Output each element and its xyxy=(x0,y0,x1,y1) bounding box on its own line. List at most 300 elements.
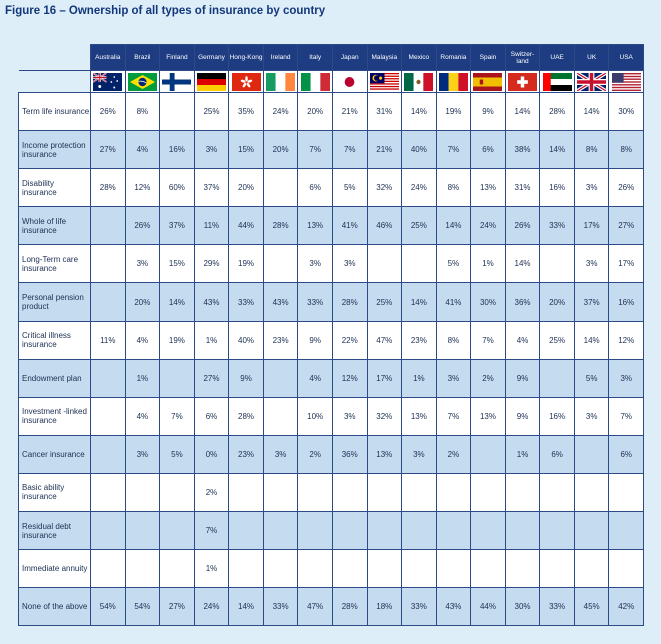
cell-uae: 16% xyxy=(540,169,575,207)
italy-flag xyxy=(301,73,330,91)
row-label: Immediate annuity xyxy=(19,550,91,588)
cell-finland: 19% xyxy=(160,321,195,359)
flag-cell-finland xyxy=(160,71,195,93)
cell-uk: 45% xyxy=(574,588,609,626)
cell-brazil: 4% xyxy=(125,397,160,435)
cell-uae: 33% xyxy=(540,588,575,626)
flag-cell-switzer-land xyxy=(505,71,540,93)
cell-usa: 26% xyxy=(609,169,644,207)
row-label: Endowment plan xyxy=(19,359,91,397)
cell-italy: 4% xyxy=(298,359,333,397)
cell-switzer-land: 36% xyxy=(505,283,540,321)
cell-uk: 14% xyxy=(574,321,609,359)
cell-spain: 30% xyxy=(471,283,506,321)
cell-japan: 28% xyxy=(332,588,367,626)
column-header-germany: Germany xyxy=(194,45,229,71)
cell-ireland xyxy=(263,169,298,207)
column-header-uae: UAE xyxy=(540,45,575,71)
row-label: Residual debt insurance xyxy=(19,512,91,550)
cell-germany: 25% xyxy=(194,93,229,131)
row-label: None of the above xyxy=(19,588,91,626)
cell-finland xyxy=(160,93,195,131)
cell-spain xyxy=(471,435,506,473)
column-header-finland: Finland xyxy=(160,45,195,71)
table-row xyxy=(19,435,644,473)
cell-romania: 14% xyxy=(436,207,471,245)
cell-uk: 8% xyxy=(574,131,609,169)
column-header-usa: USA xyxy=(609,45,644,71)
flag-cell-usa xyxy=(609,71,644,93)
column-header-switzer-land: Switzer-land xyxy=(505,45,540,71)
cell-italy: 33% xyxy=(298,283,333,321)
column-header-romania: Romania xyxy=(436,45,471,71)
cell-romania: 8% xyxy=(436,321,471,359)
cell-malaysia xyxy=(367,473,402,511)
cell-usa xyxy=(609,473,644,511)
table-row xyxy=(19,207,644,245)
cell-germany: 0% xyxy=(194,435,229,473)
flag-row xyxy=(19,71,644,93)
cell-malaysia xyxy=(367,245,402,283)
flag-cell-malaysia xyxy=(367,71,402,93)
cell-italy: 3% xyxy=(298,245,333,283)
cell-malaysia: 21% xyxy=(367,131,402,169)
cell-usa: 3% xyxy=(609,359,644,397)
cell-germany: 27% xyxy=(194,359,229,397)
spain-flag xyxy=(473,73,502,91)
row-label: Personal pension product xyxy=(19,283,91,321)
cell-mexico: 13% xyxy=(402,397,437,435)
cell-switzer-land: 1% xyxy=(505,435,540,473)
cell-switzer-land: 30% xyxy=(505,588,540,626)
cell-japan: 28% xyxy=(332,283,367,321)
row-label: Critical illness insurance xyxy=(19,321,91,359)
cell-finland xyxy=(160,512,195,550)
germany-flag xyxy=(197,73,226,91)
malaysia-flag xyxy=(370,73,399,91)
cell-romania: 3% xyxy=(436,359,471,397)
cell-usa: 42% xyxy=(609,588,644,626)
cell-ireland: 43% xyxy=(263,283,298,321)
cell-malaysia: 31% xyxy=(367,93,402,131)
flag-cell-hong-kong xyxy=(229,71,264,93)
cell-italy xyxy=(298,550,333,588)
cell-uk: 37% xyxy=(574,283,609,321)
cell-japan: 3% xyxy=(332,245,367,283)
ireland-flag xyxy=(266,73,295,91)
cell-mexico: 33% xyxy=(402,588,437,626)
cell-malaysia: 18% xyxy=(367,588,402,626)
row-label: Cancer insurance xyxy=(19,435,91,473)
row-label: Investment -linked insurance xyxy=(19,397,91,435)
cell-germany: 2% xyxy=(194,473,229,511)
cell-japan xyxy=(332,473,367,511)
cell-germany: 37% xyxy=(194,169,229,207)
cell-germany: 29% xyxy=(194,245,229,283)
cell-uk: 3% xyxy=(574,169,609,207)
cell-uae: 14% xyxy=(540,131,575,169)
cell-switzer-land xyxy=(505,473,540,511)
cell-romania: 7% xyxy=(436,397,471,435)
cell-japan: 5% xyxy=(332,169,367,207)
cell-hong-kong: 28% xyxy=(229,397,264,435)
cell-uk xyxy=(574,550,609,588)
flag-cell-mexico xyxy=(402,71,437,93)
cell-finland: 7% xyxy=(160,397,195,435)
cell-australia xyxy=(91,359,126,397)
flag-cell-brazil xyxy=(125,71,160,93)
cell-uae: 28% xyxy=(540,93,575,131)
cell-italy xyxy=(298,473,333,511)
cell-germany: 1% xyxy=(194,321,229,359)
header-corner xyxy=(19,45,91,71)
cell-mexico xyxy=(402,550,437,588)
cell-uae xyxy=(540,550,575,588)
cell-brazil: 12% xyxy=(125,169,160,207)
column-header-brazil: Brazil xyxy=(125,45,160,71)
flag-cell-spain xyxy=(471,71,506,93)
cell-brazil: 54% xyxy=(125,588,160,626)
cell-finland: 60% xyxy=(160,169,195,207)
cell-italy: 6% xyxy=(298,169,333,207)
cell-romania: 5% xyxy=(436,245,471,283)
cell-usa: 6% xyxy=(609,435,644,473)
australia-flag xyxy=(93,73,122,91)
cell-australia: 26% xyxy=(91,93,126,131)
cell-brazil: 3% xyxy=(125,245,160,283)
column-header-uk: UK xyxy=(574,45,609,71)
column-header-italy: Italy xyxy=(298,45,333,71)
cell-ireland xyxy=(263,245,298,283)
cell-malaysia xyxy=(367,512,402,550)
cell-romania xyxy=(436,550,471,588)
cell-malaysia: 47% xyxy=(367,321,402,359)
cell-japan: 22% xyxy=(332,321,367,359)
cell-uae xyxy=(540,359,575,397)
cell-hong-kong xyxy=(229,512,264,550)
cell-spain: 1% xyxy=(471,245,506,283)
cell-ireland xyxy=(263,397,298,435)
cell-romania: 43% xyxy=(436,588,471,626)
cell-romania: 8% xyxy=(436,169,471,207)
cell-australia xyxy=(91,283,126,321)
row-label: Term life insurance xyxy=(19,93,91,131)
cell-mexico: 25% xyxy=(402,207,437,245)
cell-japan: 21% xyxy=(332,93,367,131)
cell-hong-kong: 15% xyxy=(229,131,264,169)
cell-germany: 7% xyxy=(194,512,229,550)
cell-hong-kong: 33% xyxy=(229,283,264,321)
cell-usa: 7% xyxy=(609,397,644,435)
cell-uae: 16% xyxy=(540,397,575,435)
cell-finland xyxy=(160,473,195,511)
cell-malaysia: 17% xyxy=(367,359,402,397)
row-label: Basic ability insurance xyxy=(19,473,91,511)
cell-switzer-land: 9% xyxy=(505,397,540,435)
cell-germany: 24% xyxy=(194,588,229,626)
table-row xyxy=(19,550,644,588)
table-row xyxy=(19,473,644,511)
cell-romania xyxy=(436,473,471,511)
cell-germany: 11% xyxy=(194,207,229,245)
cell-ireland xyxy=(263,512,298,550)
hong-kong-flag xyxy=(232,73,261,91)
cell-finland: 37% xyxy=(160,207,195,245)
cell-australia: 27% xyxy=(91,131,126,169)
brazil-flag xyxy=(128,73,157,91)
cell-uae: 25% xyxy=(540,321,575,359)
cell-spain: 7% xyxy=(471,321,506,359)
cell-malaysia xyxy=(367,550,402,588)
cell-hong-kong: 19% xyxy=(229,245,264,283)
cell-spain: 2% xyxy=(471,359,506,397)
cell-australia xyxy=(91,512,126,550)
usa-flag xyxy=(612,73,641,91)
country-header-row xyxy=(19,45,644,71)
cell-switzer-land: 38% xyxy=(505,131,540,169)
cell-australia xyxy=(91,397,126,435)
row-label: Income protection insurance xyxy=(19,131,91,169)
cell-brazil: 1% xyxy=(125,359,160,397)
mexico-flag xyxy=(404,73,433,91)
cell-switzer-land xyxy=(505,512,540,550)
japan-flag xyxy=(335,73,364,91)
cell-brazil xyxy=(125,550,160,588)
cell-uae: 20% xyxy=(540,283,575,321)
cell-usa: 12% xyxy=(609,321,644,359)
cell-hong-kong: 23% xyxy=(229,435,264,473)
cell-finland: 14% xyxy=(160,283,195,321)
cell-japan xyxy=(332,512,367,550)
cell-romania: 2% xyxy=(436,435,471,473)
flag-cell-ireland xyxy=(263,71,298,93)
cell-ireland: 23% xyxy=(263,321,298,359)
cell-germany: 3% xyxy=(194,131,229,169)
cell-uk: 17% xyxy=(574,207,609,245)
cell-uae xyxy=(540,473,575,511)
table-row xyxy=(19,131,644,169)
cell-usa: 17% xyxy=(609,245,644,283)
cell-switzer-land: 9% xyxy=(505,359,540,397)
cell-italy: 7% xyxy=(298,131,333,169)
column-header-ireland: Ireland xyxy=(263,45,298,71)
cell-switzer-land: 14% xyxy=(505,245,540,283)
cell-mexico: 23% xyxy=(402,321,437,359)
cell-finland xyxy=(160,359,195,397)
row-label: Whole of life insurance xyxy=(19,207,91,245)
cell-italy xyxy=(298,512,333,550)
uae-flag xyxy=(543,73,572,91)
cell-brazil: 4% xyxy=(125,321,160,359)
cell-switzer-land: 4% xyxy=(505,321,540,359)
cell-romania xyxy=(436,512,471,550)
cell-uae xyxy=(540,512,575,550)
cell-australia xyxy=(91,435,126,473)
column-header-spain: Spain xyxy=(471,45,506,71)
cell-hong-kong: 9% xyxy=(229,359,264,397)
cell-uk xyxy=(574,512,609,550)
cell-brazil: 3% xyxy=(125,435,160,473)
table-row xyxy=(19,93,644,131)
cell-uk: 14% xyxy=(574,93,609,131)
cell-switzer-land: 14% xyxy=(505,93,540,131)
cell-spain xyxy=(471,550,506,588)
cell-uk: 3% xyxy=(574,397,609,435)
cell-italy: 20% xyxy=(298,93,333,131)
cell-finland: 15% xyxy=(160,245,195,283)
table-row xyxy=(19,359,644,397)
cell-usa: 8% xyxy=(609,131,644,169)
cell-ireland: 24% xyxy=(263,93,298,131)
cell-usa: 27% xyxy=(609,207,644,245)
table-row xyxy=(19,512,644,550)
cell-italy: 9% xyxy=(298,321,333,359)
row-label: Long-Term care insurance xyxy=(19,245,91,283)
cell-japan xyxy=(332,550,367,588)
cell-spain: 24% xyxy=(471,207,506,245)
cell-spain: 13% xyxy=(471,169,506,207)
flag-cell-italy xyxy=(298,71,333,93)
cell-switzer-land xyxy=(505,550,540,588)
table-row xyxy=(19,397,644,435)
cell-mexico xyxy=(402,512,437,550)
row-label: Disability insurance xyxy=(19,169,91,207)
cell-ireland xyxy=(263,473,298,511)
cell-australia xyxy=(91,473,126,511)
column-header-japan: Japan xyxy=(332,45,367,71)
cell-spain: 9% xyxy=(471,93,506,131)
cell-hong-kong: 44% xyxy=(229,207,264,245)
cell-germany: 43% xyxy=(194,283,229,321)
cell-brazil xyxy=(125,473,160,511)
cell-uae: 33% xyxy=(540,207,575,245)
cell-ireland xyxy=(263,359,298,397)
cell-italy: 47% xyxy=(298,588,333,626)
cell-mexico: 1% xyxy=(402,359,437,397)
cell-hong-kong: 35% xyxy=(229,93,264,131)
cell-usa: 16% xyxy=(609,283,644,321)
cell-germany: 1% xyxy=(194,550,229,588)
cell-malaysia: 32% xyxy=(367,397,402,435)
cell-switzer-land: 26% xyxy=(505,207,540,245)
column-header-mexico: Mexico xyxy=(402,45,437,71)
cell-usa xyxy=(609,512,644,550)
cell-australia xyxy=(91,245,126,283)
cell-australia: 28% xyxy=(91,169,126,207)
cell-australia: 11% xyxy=(91,321,126,359)
cell-brazil: 4% xyxy=(125,131,160,169)
cell-spain: 6% xyxy=(471,131,506,169)
cell-hong-kong: 20% xyxy=(229,169,264,207)
cell-malaysia: 25% xyxy=(367,283,402,321)
cell-mexico xyxy=(402,473,437,511)
cell-japan: 12% xyxy=(332,359,367,397)
cell-germany: 6% xyxy=(194,397,229,435)
column-header-hong-kong: Hong-Kong xyxy=(229,45,264,71)
cell-japan: 36% xyxy=(332,435,367,473)
flag-cell-germany xyxy=(194,71,229,93)
cell-mexico: 14% xyxy=(402,93,437,131)
cell-finland: 27% xyxy=(160,588,195,626)
cell-ireland xyxy=(263,550,298,588)
cell-uae: 6% xyxy=(540,435,575,473)
cell-spain: 13% xyxy=(471,397,506,435)
switzerland-flag xyxy=(508,73,537,91)
cell-japan: 41% xyxy=(332,207,367,245)
cell-australia xyxy=(91,207,126,245)
cell-malaysia: 13% xyxy=(367,435,402,473)
cell-mexico: 14% xyxy=(402,283,437,321)
cell-usa: 30% xyxy=(609,93,644,131)
cell-hong-kong xyxy=(229,550,264,588)
cell-mexico: 3% xyxy=(402,435,437,473)
cell-finland xyxy=(160,550,195,588)
cell-italy: 2% xyxy=(298,435,333,473)
flag-cell-australia xyxy=(91,71,126,93)
column-header-australia: Australia xyxy=(91,45,126,71)
cell-romania: 19% xyxy=(436,93,471,131)
cell-mexico: 24% xyxy=(402,169,437,207)
cell-romania: 41% xyxy=(436,283,471,321)
cell-spain: 44% xyxy=(471,588,506,626)
cell-hong-kong: 14% xyxy=(229,588,264,626)
cell-hong-kong: 40% xyxy=(229,321,264,359)
insurance-table xyxy=(18,44,644,626)
cell-uk xyxy=(574,435,609,473)
cell-spain xyxy=(471,473,506,511)
table-row xyxy=(19,588,644,626)
cell-mexico xyxy=(402,245,437,283)
cell-uk: 5% xyxy=(574,359,609,397)
flag-corner xyxy=(19,71,91,93)
cell-usa xyxy=(609,550,644,588)
cell-malaysia: 32% xyxy=(367,169,402,207)
cell-italy: 10% xyxy=(298,397,333,435)
romania-flag xyxy=(439,73,468,91)
finland-flag xyxy=(162,73,191,91)
cell-malaysia: 46% xyxy=(367,207,402,245)
cell-hong-kong xyxy=(229,473,264,511)
column-header-malaysia: Malaysia xyxy=(367,45,402,71)
cell-ireland: 33% xyxy=(263,588,298,626)
cell-brazil: 8% xyxy=(125,93,160,131)
cell-australia: 54% xyxy=(91,588,126,626)
table-row xyxy=(19,283,644,321)
cell-uk: 3% xyxy=(574,245,609,283)
flag-cell-romania xyxy=(436,71,471,93)
table-row xyxy=(19,321,644,359)
table-body xyxy=(19,93,644,626)
cell-ireland: 28% xyxy=(263,207,298,245)
cell-uae xyxy=(540,245,575,283)
cell-brazil: 20% xyxy=(125,283,160,321)
cell-ireland: 3% xyxy=(263,435,298,473)
flag-cell-japan xyxy=(332,71,367,93)
cell-brazil: 26% xyxy=(125,207,160,245)
flag-cell-uk xyxy=(574,71,609,93)
cell-brazil xyxy=(125,512,160,550)
cell-switzer-land: 31% xyxy=(505,169,540,207)
cell-romania: 7% xyxy=(436,131,471,169)
table-row xyxy=(19,245,644,283)
cell-japan: 7% xyxy=(332,131,367,169)
table-row xyxy=(19,169,644,207)
cell-finland: 5% xyxy=(160,435,195,473)
cell-australia xyxy=(91,550,126,588)
cell-ireland: 20% xyxy=(263,131,298,169)
cell-uk xyxy=(574,473,609,511)
cell-spain xyxy=(471,512,506,550)
